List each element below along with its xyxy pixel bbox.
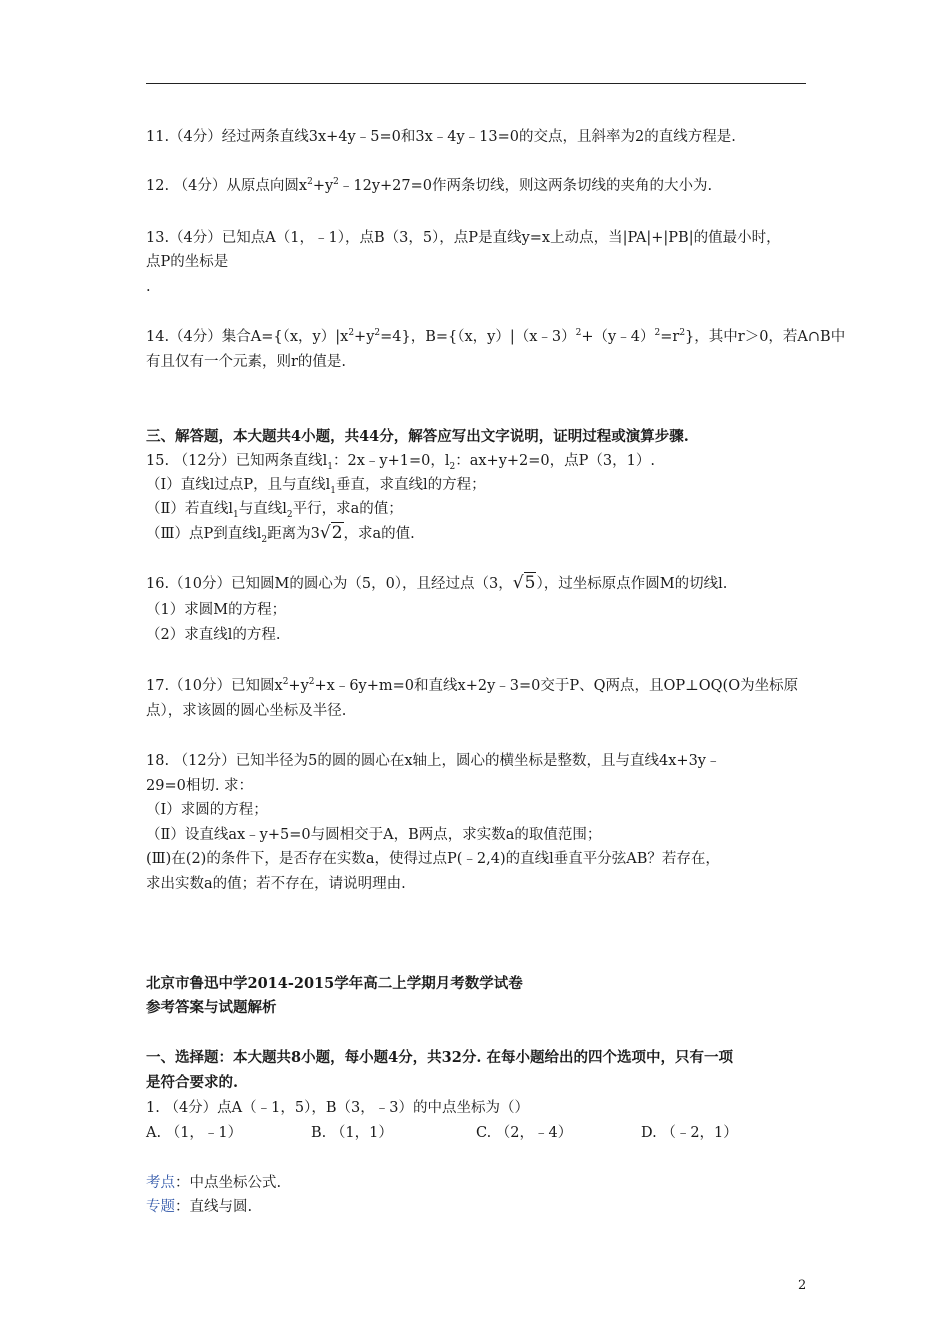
question-15-part-2: （Ⅱ）若直线$l_1$与直线$l_2$平行，求a的值； bbox=[146, 501, 403, 520]
question-13-line2: 点P的坐标是 bbox=[146, 254, 229, 270]
question-13-line3: . bbox=[146, 279, 151, 295]
answer-question-1-options bbox=[146, 1123, 738, 1143]
kaodian-label: 考点 bbox=[146, 1175, 175, 1191]
option-b: B. （1，1） bbox=[311, 1125, 393, 1141]
question-16-part-2: （2）求直线l的方程. bbox=[146, 627, 281, 643]
question-12: 12. （4分）从原点向圆$x^2+y^2﹣12y+27=0$作两条切线，则这两条切线的夹角的大小为. bbox=[146, 177, 713, 194]
question-16-part-1: （1）求圆M的方程； bbox=[146, 602, 287, 618]
question-13: 13.（4分）已知点A（1，﹣1），点B（3，5），点P是直线y=x上动点，当|PA|+|PB|的值最小时， bbox=[146, 230, 781, 246]
question-18-part-2: （Ⅱ）设直线ax﹣y+5=0与圆相交于A，B两点，求实数a的取值范围； bbox=[146, 827, 602, 843]
question-16: 16.（10分）已知圆M的圆心为（5，0），且经过点（3，√5），过坐标原点作圆M的切线l. bbox=[146, 573, 728, 593]
option-d: D. （﹣2，1） bbox=[641, 1125, 738, 1141]
sqrt-5: √5 bbox=[512, 573, 536, 593]
question-18: 18. （12分）已知半径为5的圆的圆心在x轴上，圆心的横坐标是整数，且与直线4x+3y﹣ bbox=[146, 753, 721, 769]
page-number: 2 bbox=[798, 1278, 807, 1293]
question-17: 17.（10分）已知圆$x^2+y^2+x﹣6y+m=0$和直线x+2y﹣3=0交于P、Q两点，且OP⊥OQ(O为坐标原 bbox=[146, 677, 799, 694]
question-15-part-3: （Ⅲ）点P到直线$l_2$距离为3√2，求a的值. bbox=[146, 523, 415, 545]
question-18-part-3: (Ⅲ)在(2)的条件下，是否存在实数a，使得过点P(﹣2,4)的直线l垂直平分弦AB？若存在， bbox=[146, 851, 720, 867]
question-11: 11.（4分）经过两条直线3x+4y﹣5=0和3x﹣4y﹣13=0的交点，且斜率为2的直线方程是. bbox=[146, 129, 736, 145]
question-14: 14.（4分）集合A={（x，$y)|x^2+y^2=4$}，B={（x，$y)|(x﹣3)^2+(y﹣4)^2=r^2$}，其中r＞0，若A∩B中 bbox=[146, 328, 846, 345]
zhuanti-label: 专题 bbox=[146, 1199, 175, 1215]
question-18-part-3-line2: 求出实数a的值；若不存在，请说明理由. bbox=[146, 876, 406, 892]
question-18-part-1: （Ⅰ）求圆的方程； bbox=[146, 802, 268, 818]
answer-subtitle: 参考答案与试题解析 bbox=[146, 999, 277, 1016]
kaodian-line: 考点：中点坐标公式. bbox=[146, 1175, 282, 1191]
question-18-line2: 29=0相切. 求： bbox=[146, 778, 254, 794]
section-3-heading: 三、解答题，本大题共4小题，共44分，解答应写出文字说明，证明过程或演算步骤. bbox=[146, 428, 689, 445]
option-a: A. （1，﹣1） bbox=[146, 1125, 243, 1141]
answer-question-1: 1. （4分）点A（﹣1，5），B（3，﹣3）的中点坐标为（） bbox=[146, 1100, 529, 1116]
answer-title: 北京市鲁迅中学2014-2015学年高二上学期月考数学试卷 bbox=[146, 975, 523, 992]
sqrt-2: √2 bbox=[319, 523, 343, 543]
zhuanti-line: 专题：直线与圆. bbox=[146, 1199, 253, 1215]
question-15-part-1: （Ⅰ）直线l过点P，且与直线$l_1$垂直，求直线l的方程； bbox=[146, 477, 486, 496]
section-1-heading-line2: 是符合要求的. bbox=[146, 1074, 239, 1091]
question-17-line2: 点），求该圆的圆心坐标及半径. bbox=[146, 703, 347, 719]
question-15: 15. （12分）已知两条直线$l_1$：2x﹣y+1=0，$l_2$：ax+y+2=0，点P（3，1）. bbox=[146, 453, 655, 472]
option-c: C. （2，﹣4） bbox=[476, 1125, 573, 1141]
header-rule bbox=[146, 83, 806, 84]
section-1-heading: 一、选择题：本大题共8小题，每小题4分，共32分. 在每小题给出的四个选项中，只有一项 bbox=[146, 1049, 733, 1066]
question-14-line2: 有且仅有一个元素，则r的值是. bbox=[146, 354, 347, 370]
